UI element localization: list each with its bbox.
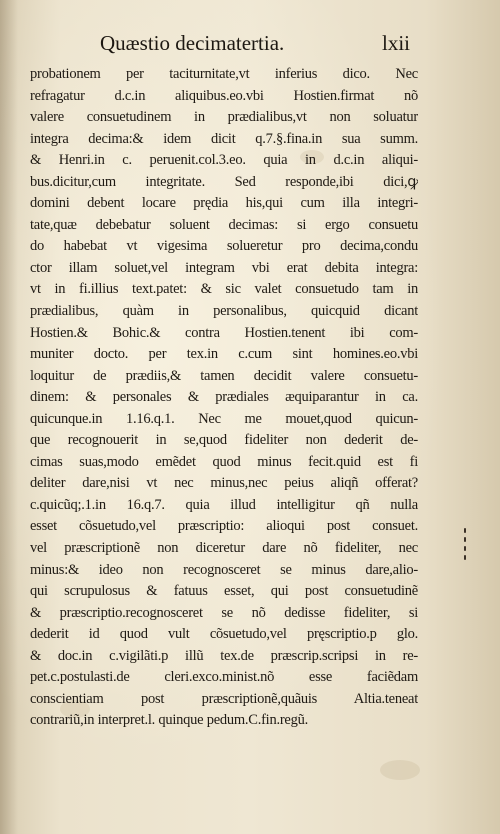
body-text-block xyxy=(30,64,418,732)
text-line: c.quicũq;.1.in 16.q.7. quia illud intelligitur qñ nulla xyxy=(30,496,418,513)
running-title: Quæstio decimatertia. xyxy=(100,31,285,55)
text-line: loquitur de prædiis,& tamen decidit valere consuetu- xyxy=(30,367,418,384)
text-line: refragatur d.c.in aliquibus.eo.vbi Hostien.firmat nõ xyxy=(30,87,418,104)
text-line: & præscriptio.recognosceret se nõ dedisse fideliter, si xyxy=(30,604,418,621)
text-line: & doc.in c.vigilãti.p illũ tex.de præscrip.scripsi in re- xyxy=(30,647,418,664)
text-line: conscientiam post præscriptionẽ,quãuis Altia.teneat xyxy=(30,690,418,707)
gutter-shadow xyxy=(0,0,18,834)
text-line: do habebat vt vigesima solueretur pro decima,condu xyxy=(30,238,418,255)
text-line: bus.dicitur,cum integritate. Sed responde,ibi dici,ꝙ xyxy=(30,173,418,190)
text-line: vel præscriptionẽ non diceretur dare nõ fideliter, nec xyxy=(30,540,418,557)
text-line: dederit id quod vult cõsuetudo,vel pręscriptio.p glo. xyxy=(30,626,418,643)
text-line: ctor illam soluet,vel integram vbi erat debita integra: xyxy=(30,259,418,276)
text-line: prædialibus, quàm in personalibus, quicquid dicant xyxy=(30,303,418,320)
text-line: vt in fi.illius text.patet: & sic valet consuetudo tam in xyxy=(30,281,418,298)
text-line: valere consuetudinem in prædialibus,vt non soluatur xyxy=(30,109,418,126)
text-line: integra decima:& idem dicit q.7.§.fina.in sua summ. xyxy=(30,130,418,147)
text-line: dinem: & personales & prædiales æquiparantur in ca. xyxy=(30,389,418,406)
text-line: pet.c.postulasti.de cleri.exco.minist.nõ esse faciẽdam xyxy=(30,669,418,686)
running-header xyxy=(100,30,410,56)
folio-number: lxii xyxy=(381,31,410,55)
text-line: quicunque.in 1.16.q.1. Nec me mouet,quod quicun- xyxy=(30,410,418,427)
text-line: minus:& ideo non recognosceret se minus dare,alio- xyxy=(30,561,418,578)
paper-stain xyxy=(380,760,420,780)
text-line: contrariũ,in interpret.l. quinque pedum.C.fin.regũ. xyxy=(30,712,308,729)
text-line: cimas suas,modo emẽdet quod minus fecit.quid est fi xyxy=(30,453,418,470)
text-line: probationem per taciturnitate,vt inferius dico. Nec xyxy=(30,66,418,82)
text-line: tate,quæ debebatur soluent decimas: si ergo consuetu xyxy=(30,216,418,233)
margin-mark xyxy=(462,528,468,574)
text-line: Hostien.& Bohic.& contra Hostien.tenent ibi com- xyxy=(30,324,418,341)
text-line: qui scrupulosus & fatuus esset, qui post consuetudinẽ xyxy=(30,583,418,600)
text-line: que recognouerit in se,quod fideliter non dederit de- xyxy=(30,432,418,449)
text-line: domini debent locare prędia his,qui cum illa integri- xyxy=(30,195,418,212)
text-line: deliter dare,nisi vt nec minus,nec peius aliqñ offerat? xyxy=(30,475,418,492)
text-line: muniter docto. per tex.in c.cum sint homines.eo.vbi xyxy=(30,346,418,363)
text-line: esset cõsuetudo,vel præscriptio: alioqui post consuet. xyxy=(30,518,418,535)
text-line: & Henri.in c. peruenit.col.3.eo. quia in d.c.in aliqui- xyxy=(30,152,418,169)
